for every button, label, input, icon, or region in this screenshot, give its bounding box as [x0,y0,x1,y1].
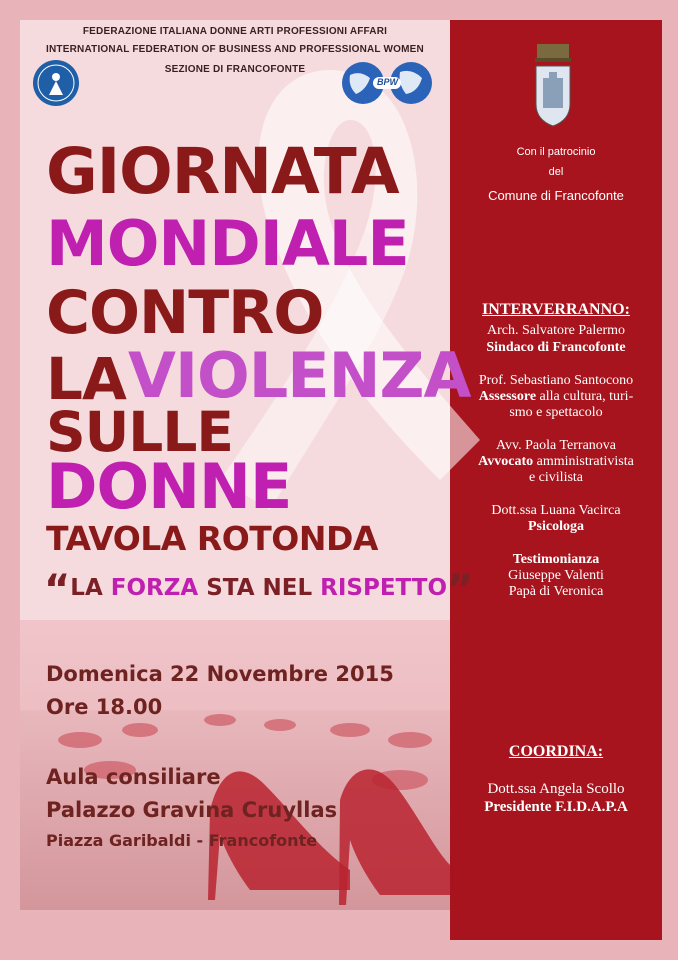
comune-crest-icon [533,44,573,128]
speaker-2-role-bold: Assessore [478,389,537,404]
slogan-nel: NEL [262,575,321,601]
venue-line-1: Aula consiliare [46,765,221,789]
slogan [44,567,473,613]
slogan-la: LA [70,575,111,601]
testimony-heading: Testimonianza [512,552,600,567]
slogan-rispetto: RISPETTO [320,575,447,601]
title-sulle: SULLE [46,400,233,464]
quote-close: ” [447,567,474,613]
speaker-3-role-bold: Avvocato [478,454,534,469]
speaker-4-role: Psicologa [528,519,584,534]
coordinator-role: Presidente F.I.D.A.P.A [484,799,628,815]
speaker-3-role-rest: amministrativista [533,454,634,469]
testimony-name: Giuseppe Valenti [508,568,604,583]
speaker-3-role-line-2: e civilista [528,470,584,485]
speaker-2-role-rest: alla cultura, turi- [536,389,634,404]
bpw-globes-logo-icon [340,60,434,106]
patronage-line-1: Con il patrocinio [516,146,596,158]
speakers-heading: INTERVERRANNO: [482,301,630,318]
quote-open: “ [44,567,71,613]
event-time: Ore 18.00 [46,695,163,719]
title-giornata: GIORNATA [46,135,399,208]
patronage-line-2: del [548,166,564,178]
fidapa-logo-icon [33,60,79,106]
header-line-3: SEZIONE DI FRANCOFONTE [164,64,306,75]
subtitle-tavola-rotonda: TAVOLA ROTONDA [46,519,378,558]
speaker-2-role [450,389,662,405]
coordinator-heading: COORDINA: [508,743,604,760]
coordinator-name: Dott.ssa Angela Scollo [487,781,625,797]
slogan-forza: FORZA [110,575,199,601]
event-date: Domenica 22 Novembre 2015 [46,662,394,686]
bpw-logo-text: BPW [377,77,398,87]
title-mondiale: MONDIALE [46,207,409,280]
title-la: LA [46,345,126,413]
speaker-2-name: Prof. Sebastiano Santocono [478,373,634,388]
title-donne: DONNE [46,450,292,523]
speaker-1-name: Arch. Salvatore Palermo [486,323,625,338]
venue-address: Piazza Garibaldi - Francofonte [46,831,318,850]
header-line-1: FEDERAZIONE ITALIANA DONNE ARTI PROFESSIONI AFFARI [82,26,388,37]
title-violenza: VIOLENZA [128,339,471,412]
venue-line-2: Palazzo Gravina Cruyllas [46,798,338,822]
speaker-3-role [450,454,662,470]
speaker-1-role: Sindaco di Francofonte [486,340,626,355]
patronage-line-3: Comune di Francofonte [488,188,624,203]
speaker-4-name: Dott.ssa Luana Vacirca [491,503,621,518]
speaker-3-name: Avv. Paola Terranova [495,438,617,453]
slogan-sta: STA [198,575,263,601]
header-line-2: INTERNATIONAL FEDERATION OF BUSINESS AND PROFESSIONAL WOMEN [46,44,424,55]
speaker-2-role-line-2: smo e spettacolo [509,405,603,420]
title-contro: CONTRO [46,278,324,348]
testimony-role: Papà di Veronica [508,584,604,599]
